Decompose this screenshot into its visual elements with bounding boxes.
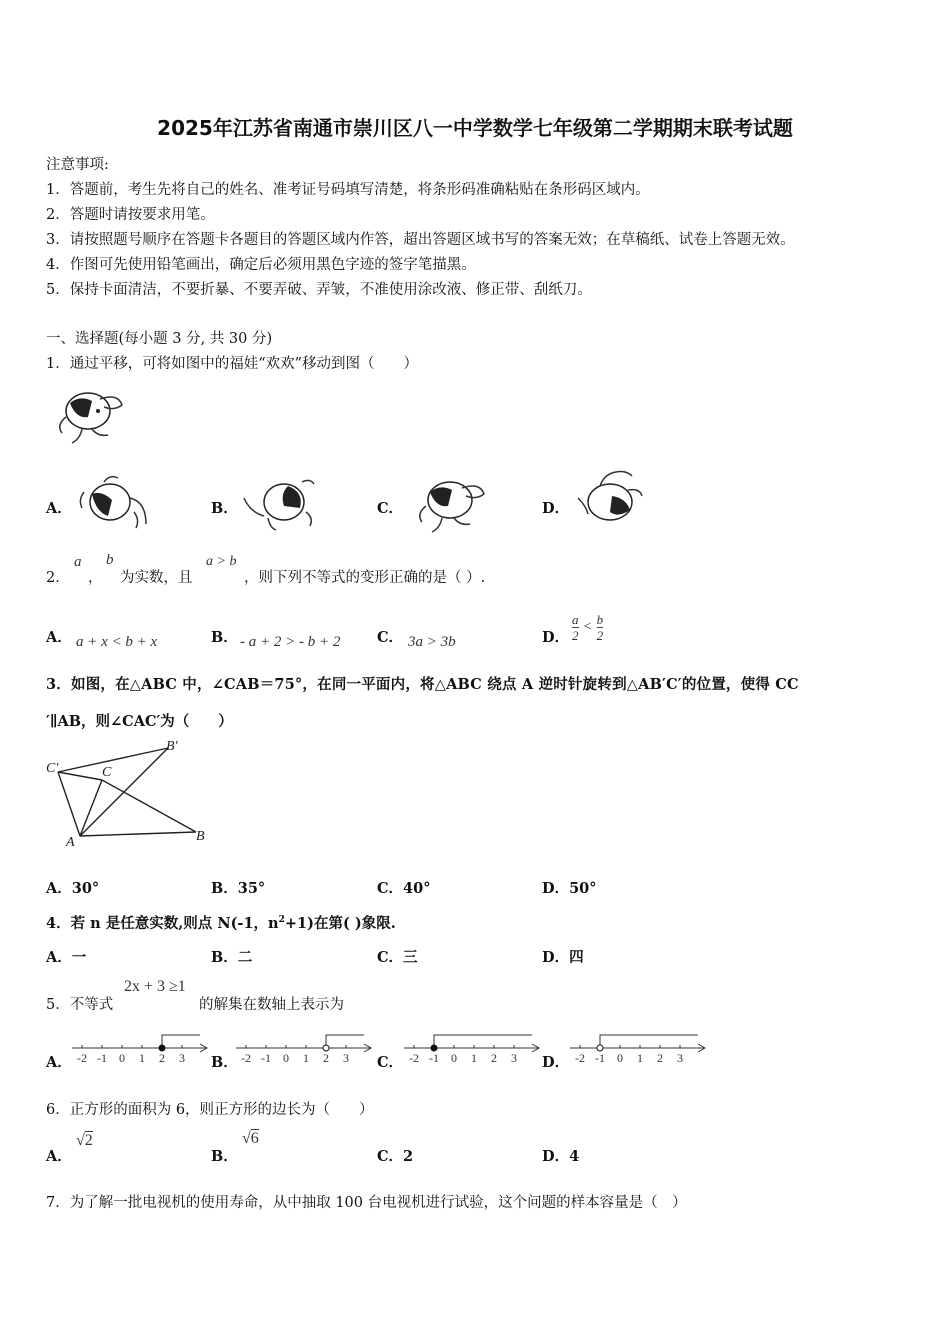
question-4-exponent: 2: [278, 915, 285, 926]
mascot-option-d-figure: [570, 468, 650, 530]
option-label-b: B．: [211, 629, 238, 646]
solid-endpoint: [431, 1045, 437, 1051]
option-c-formula: 3a > 3b: [408, 634, 456, 650]
tick-label: -1: [97, 1051, 107, 1065]
tick-label: 1: [303, 1051, 309, 1065]
notice-heading: 注意事项:: [46, 157, 109, 173]
label-b-prime: B′: [166, 739, 178, 754]
page-title: 2025年江苏省南通市崇川区八一中学数学七年级第二学期期末联考试题: [157, 116, 793, 140]
option-a-formula: a + x < b + x: [76, 634, 158, 650]
triangle-rotation-figure: [44, 736, 214, 852]
option-c: C．40°: [377, 880, 431, 897]
tick-label: -1: [261, 1051, 271, 1065]
mascot-option-a-figure: [74, 472, 154, 532]
number-line-b: [236, 1032, 376, 1068]
notice-item: 1．答题前，考生先将自己的姓名、准考证号码填写清楚，将条形码准确粘贴在条形码区域内。: [46, 182, 650, 198]
option-c: C．2: [377, 1148, 414, 1165]
tick-label: 3: [179, 1051, 185, 1065]
tick-label: -2: [241, 1051, 251, 1065]
notice-item: 3．请按照题号顺序在答题卡各题目的答题区域内作答，超出答题区域书写的答案无效；在草稿纸、试卷上答题无效。: [46, 232, 795, 248]
option-label-d: D．: [542, 500, 570, 517]
question-4-post: +1)在第( )象限.: [284, 915, 396, 932]
number-line-a: [72, 1032, 212, 1068]
tick-label: -1: [429, 1051, 439, 1065]
question-5-post: 的解集在数轴上表示为: [199, 997, 344, 1013]
notice-item: 2．答题时请按要求用笔。: [46, 207, 215, 223]
label-b: B: [196, 829, 205, 844]
condition-formula: a > b: [206, 554, 237, 569]
tick-label: 1: [139, 1051, 145, 1065]
question-5-pre: 5．不等式: [46, 997, 114, 1013]
option-b: B．35°: [211, 880, 266, 897]
question-1-text: 1．通过平移，可将如图中的福娃“欢欢”移动到图（ ）: [46, 356, 419, 372]
option-b: B．二: [211, 949, 253, 966]
option-b-formula: - a + 2 > - b + 2: [240, 634, 341, 650]
question-7-text: 7．为了解一批电视机的使用寿命，从中抽取 100 台电视机进行试验，这个问题的样本容量是（ ）: [46, 1195, 687, 1211]
question-3-line-2: ′∥AB，则∠CAC′为（ ）: [46, 713, 233, 730]
option-c: C．三: [377, 949, 418, 966]
tick-label: 0: [119, 1051, 125, 1065]
tick-label: 2: [491, 1051, 497, 1065]
hollow-endpoint: [597, 1045, 603, 1051]
solution-range: [434, 1035, 532, 1048]
fraction-a-over-2: $\frac{a}{2}$: [572, 612, 579, 643]
tick-label: 3: [511, 1051, 517, 1065]
option-label-a: A．: [46, 1148, 72, 1165]
option-label-c: C．: [377, 629, 404, 646]
option-a: A．30°: [46, 880, 100, 897]
tick-label: 2: [657, 1051, 663, 1065]
option-label-c: C．: [377, 1054, 404, 1071]
option-label-d: D．: [542, 1054, 570, 1071]
tick-label: -2: [77, 1051, 87, 1065]
question-2-tail: ，则下列不等式的变形正确的是（ ）.: [244, 570, 486, 586]
label-c-prime: C′: [46, 761, 59, 776]
less-than-sign: <: [583, 619, 592, 635]
question-6-text: 6．正方形的面积为 6，则正方形的边长为（ ）: [46, 1102, 374, 1118]
mascot-option-b-figure: [240, 472, 320, 532]
option-label-b: B．: [211, 1148, 238, 1165]
tick-label: 0: [283, 1051, 289, 1065]
notice-item: 4．作图可先使用铅笔画出，确定后必须用黑色字迹的签字笔描黑。: [46, 257, 476, 273]
inequality-formula: 2x + 3 ≥1: [124, 978, 186, 995]
solution-range: [600, 1035, 698, 1048]
option-b-sqrt: √6: [242, 1130, 259, 1147]
question-2-number: 2．: [46, 570, 70, 586]
tick-label: 1: [471, 1051, 477, 1065]
tick-label: 2: [159, 1051, 165, 1065]
option-label-a: A．: [46, 1054, 72, 1071]
question-2-mid: 为实数，且: [120, 570, 193, 586]
tick-label: 3: [677, 1051, 683, 1065]
tick-label: 3: [343, 1051, 349, 1065]
tick-label: 1: [637, 1051, 643, 1065]
tick-label: 0: [617, 1051, 623, 1065]
tick-label: -2: [575, 1051, 585, 1065]
radicand-a: 2: [84, 1132, 93, 1149]
notice-item: 5．保持卡面清洁，不要折暴、不要弄破、弄皱，不准使用涂改液、修正带、刮纸刀。: [46, 282, 592, 298]
option-label-d: D．: [542, 629, 570, 646]
number-line-c: [404, 1032, 544, 1068]
hollow-endpoint: [323, 1045, 329, 1051]
mascot-figure: [52, 385, 126, 445]
section-heading: 一、选择题(每小题 3 分, 共 30 分): [46, 331, 273, 347]
mascot-option-c-figure: [410, 472, 490, 534]
tick-label: 0: [451, 1051, 457, 1065]
tick-label: 2: [323, 1051, 329, 1065]
tick-label: -1: [595, 1051, 605, 1065]
option-label-a: A．: [46, 629, 72, 646]
question-3-line-1: 3．如图，在△ABC 中，∠CAB＝75°，在同一平面内，将△ABC 绕点 A 逆时针旋转到△AB′C′的位置，使得 CC: [46, 676, 799, 693]
question-2-comma: ，: [88, 570, 103, 586]
solution-range: [162, 1035, 200, 1048]
tick-label: -2: [409, 1051, 419, 1065]
variable-a: a: [74, 554, 82, 570]
fraction-b-over-2: $\frac{b}{2}$: [596, 612, 604, 643]
variable-b: b: [106, 552, 114, 568]
option-label-c: C．: [377, 500, 404, 517]
question-4-pre: 4．若 n 是任意实数,则点 N(-1，n: [46, 915, 279, 932]
number-line-d: [570, 1032, 710, 1068]
radicand-b: 6: [250, 1130, 259, 1147]
option-a: A．一: [46, 949, 87, 966]
option-d: D．50°: [542, 880, 597, 897]
option-label-b: B．: [211, 1054, 238, 1071]
option-label-a: A．: [46, 500, 72, 517]
label-a: A: [66, 835, 75, 850]
option-d: D．4: [542, 1148, 580, 1165]
label-c: C: [102, 765, 112, 780]
solution-range: [326, 1035, 364, 1048]
question-4-text: [46, 912, 396, 933]
option-d-formula: [572, 612, 603, 643]
option-label-b: B．: [211, 500, 238, 517]
solid-endpoint: [159, 1045, 165, 1051]
option-d: D．四: [542, 949, 584, 966]
option-a-sqrt: √2: [76, 1132, 93, 1149]
